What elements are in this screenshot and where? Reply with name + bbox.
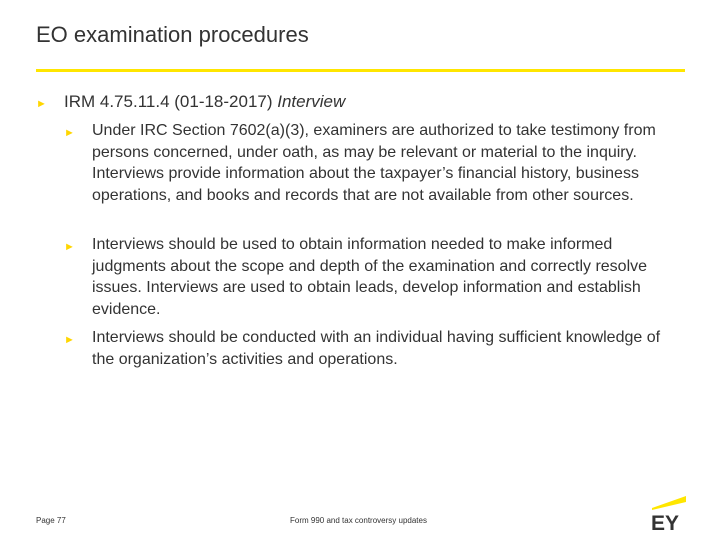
ey-logo-icon bbox=[648, 494, 688, 532]
bullet-arrow-icon: ► bbox=[64, 241, 75, 253]
sub-bullet-text: Under IRC Section 7602(a)(3), examiners are authorized to take testimony from persons concerned, under oath, as may be relevant or material to the inquiry. Interviews provide information about the taxpayer’s financial history, business operations, and books and records that are not available from other sources. bbox=[92, 122, 656, 204]
bullet-arrow-icon: ► bbox=[64, 334, 75, 346]
main-bullet-emphasis: Interview bbox=[277, 92, 346, 111]
sub-bullet-3 bbox=[64, 327, 684, 370]
page-number: Page 77 bbox=[36, 516, 66, 525]
svg-text:EY: EY bbox=[651, 512, 680, 532]
bullet-arrow-icon: ► bbox=[64, 127, 75, 139]
bullet-arrow-icon: ► bbox=[36, 98, 47, 110]
slide-title: EO examination procedures bbox=[36, 22, 309, 47]
main-bullet-prefix: IRM 4.75.11.4 (01-18-2017) bbox=[64, 92, 278, 111]
sub-bullet-2 bbox=[64, 234, 684, 320]
sub-bullet-1 bbox=[64, 120, 684, 206]
sub-bullet-text: Interviews should be used to obtain information needed to make informed judgments about the scope and depth of the examination and correctly resolve issues. Interviews are used to obtain leads, develop information and establish evidence. bbox=[92, 236, 648, 318]
sub-bullet-text: Interviews should be conducted with an individual having sufficient knowledge of the organization’s activities and operations. bbox=[92, 329, 661, 368]
title-divider bbox=[36, 69, 685, 72]
footer-title: Form 990 and tax controversy updates bbox=[290, 516, 427, 525]
main-bullet-text bbox=[64, 92, 345, 112]
